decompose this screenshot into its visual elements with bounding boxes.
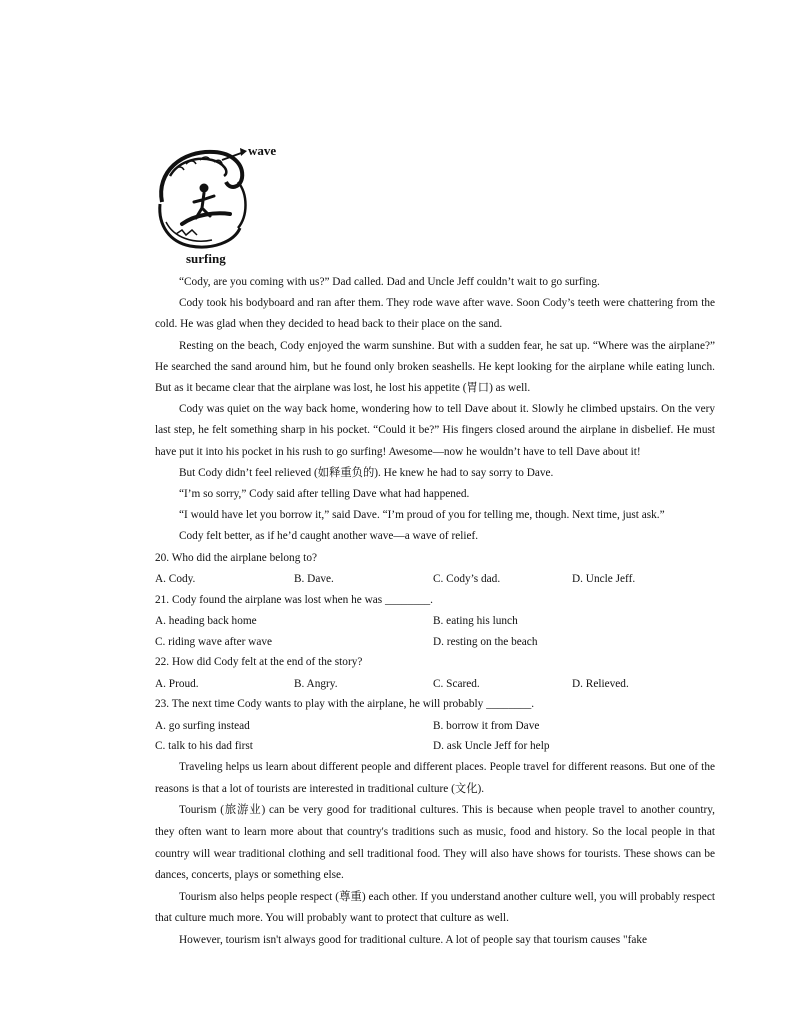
question-options xyxy=(155,569,715,590)
option: A. heading back home xyxy=(155,614,257,627)
wave-label: wave xyxy=(248,143,277,158)
option: C. Cody’s dad. xyxy=(433,572,501,585)
passage1-paragraph: Resting on the beach, Cody enjoyed the warm sunshine. But with a sudden fear, he sat up. “Where was the airplane?” He searched the sand around him, but he found only broken seashells. He kept looking for the airplane while eating lunch. But as it became clear that the airplane was lost, he lost his appetite (胃口) as well. xyxy=(155,339,715,395)
question-stem: 22. How did Cody felt at the end of the story? xyxy=(155,656,363,669)
passage1-paragraph: Cody took his bodyboard and ran after them. They rode wave after wave. Soon Cody’s teeth were chattering from the cold. He was glad when they decided to head back to their place on the sand. xyxy=(155,297,715,331)
option: A. Cody. xyxy=(155,572,196,585)
passage1-paragraph: Cody was quiet on the way back home, wondering how to tell Dave about it. Slowly he climbed upstairs. On the very last step, he felt something sharp in his pocket. “Could it be?” His fingers closed around the airplane in disbelief. He must have put it into his pocket in his rush to go surfing! Awesome—now he wouldn’t have to tell Dave about it! xyxy=(155,403,715,458)
passage2-paragraph: Traveling helps us learn about different people and different places. People travel for different reasons. But one of the reasons is that a lot of tourists are interested in traditional culture (文化). xyxy=(155,761,715,795)
document-body xyxy=(155,272,715,952)
passage2-paragraph: Tourism (旅游业) can be very good for traditional cultures. This is because when people travel to another country, they often want to learn more about that country's traditions such as music, food and history. So the local people in that country will wear traditional clothing and sell traditional food. They will also have shows for tourists. These shows can be dances, concerts, plays or something else. xyxy=(155,804,715,882)
passage1-paragraph: But Cody didn’t feel relieved (如释重负的). He knew he had to say sorry to Dave. xyxy=(179,466,554,479)
passage2-paragraph: Tourism also helps people respect (尊重) each other. If you understand another culture well, you will probably respect that culture much more. You will probably want to protect that culture as well. xyxy=(155,890,715,925)
passage1-paragraph: “Cody, are you coming with us?” Dad called. Dad and Uncle Jeff couldn’t wait to go surfing. xyxy=(179,276,600,288)
question-stem: 21. Cody found the airplane was lost when he was ________. xyxy=(155,593,433,606)
question-stem: 23. The next time Cody wants to play with the airplane, he will probably ________. xyxy=(155,698,535,711)
surfing-label: surfing xyxy=(186,251,226,266)
question-options xyxy=(155,611,715,632)
option: D. Uncle Jeff. xyxy=(572,572,636,585)
option: A. Proud. xyxy=(155,677,199,690)
option: A. go surfing instead xyxy=(155,719,250,732)
passage1-paragraph: “I would have let you borrow it,” said Dave. “I’m proud of you for telling me, though. Next time, just ask.” xyxy=(179,509,665,522)
option: B. eating his lunch xyxy=(433,614,518,627)
passage2-paragraph: However, tourism isn't always good for traditional culture. A lot of people say that tourism causes "fake xyxy=(179,933,648,946)
option: C. Scared. xyxy=(433,677,480,690)
question-options xyxy=(155,736,715,757)
passage1-paragraph: “I’m so sorry,” Cody said after telling Dave what had happened. xyxy=(179,488,470,501)
option: C. riding wave after wave xyxy=(155,635,273,648)
option: B. Angry. xyxy=(294,677,338,690)
question-options xyxy=(155,632,715,653)
option: B. Dave. xyxy=(294,572,334,585)
option: B. borrow it from Dave xyxy=(433,719,540,732)
question-options xyxy=(155,674,715,695)
option: D. Relieved. xyxy=(572,677,629,690)
question-options xyxy=(155,716,715,737)
passage1-paragraph: Cody felt better, as if he’d caught another wave—a wave of relief. xyxy=(179,530,479,543)
option: D. resting on the beach xyxy=(433,635,538,648)
question-stem: 20. Who did the airplane belong to? xyxy=(155,551,317,564)
surfing-figure xyxy=(152,142,292,270)
option: C. talk to his dad first xyxy=(155,740,253,753)
option: D. ask Uncle Jeff for help xyxy=(433,740,550,753)
